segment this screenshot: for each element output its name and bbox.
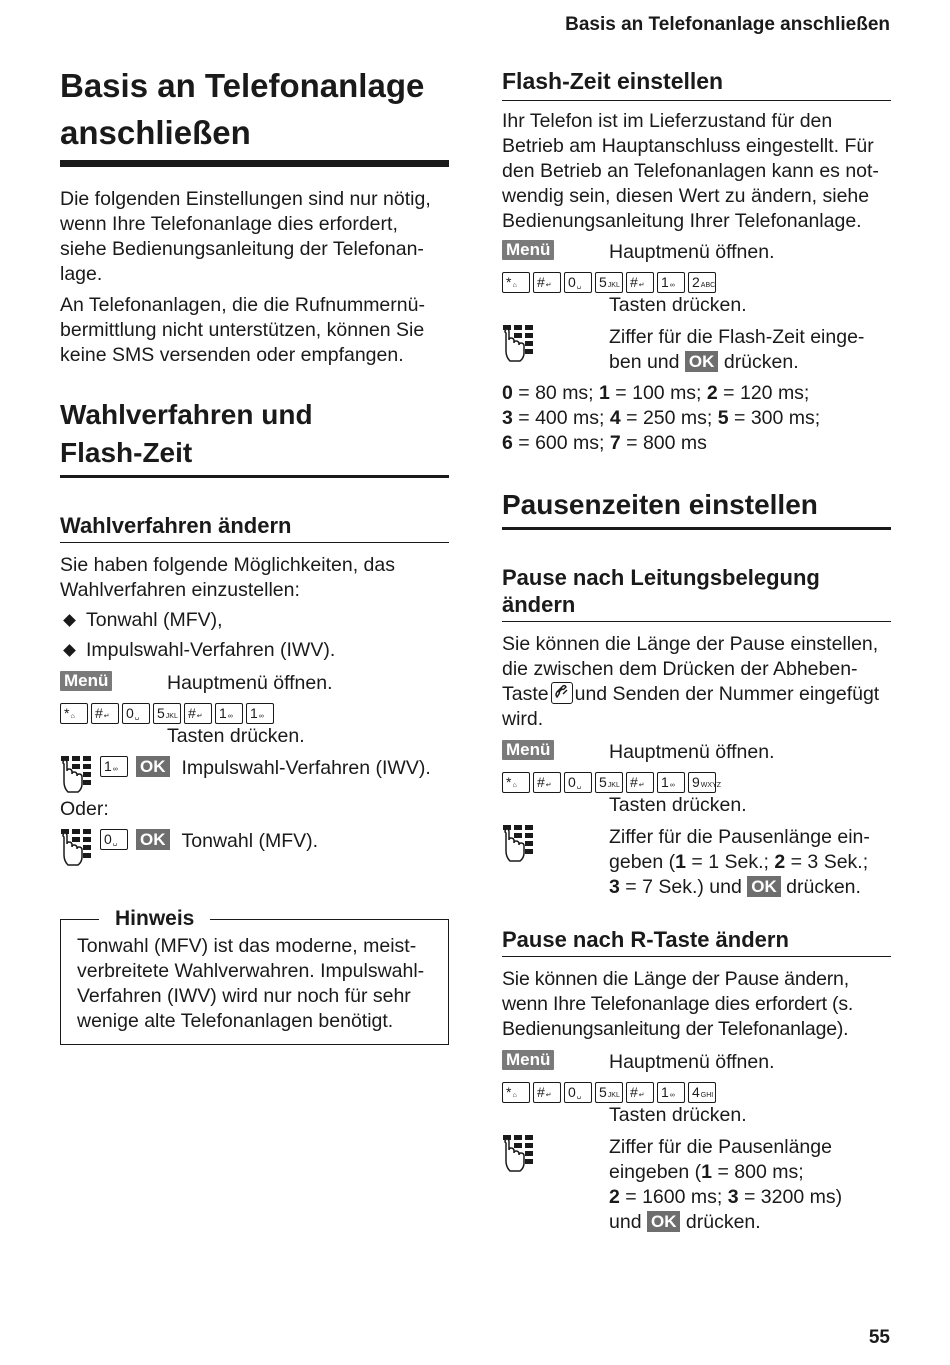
key-main-label: 2 <box>692 274 700 290</box>
key-sub-label: ↵ <box>103 713 110 720</box>
keypad-icon <box>502 325 536 372</box>
key-sub-label: ∞ <box>669 282 675 289</box>
pause2-step-digit <box>502 1135 891 1235</box>
hint-title: Hinweis <box>99 906 210 932</box>
pause1-key-sequence <box>502 772 891 793</box>
pause-section-title: Pausenzeiten einstellen <box>502 486 891 530</box>
bullet-text: Tonwahl (MFV), <box>86 609 223 631</box>
flash-title: Flash-Zeit einstellen <box>502 66 891 101</box>
key-1[interactable] <box>657 272 685 293</box>
key-sub-label: JKL <box>165 713 178 720</box>
flash-digit-text: Ziffer für die Flash-Zeit einge-ben und <box>609 326 865 373</box>
pause1-step-menu <box>502 740 891 765</box>
talk-key-icon <box>551 682 573 704</box>
ok-key[interactable]: OK <box>647 1211 681 1232</box>
keypad-icon <box>502 1135 536 1182</box>
pause1-title-line1: Pause nach Leitungsbelegung <box>502 565 820 590</box>
key-sub-label: ∞ <box>227 713 233 720</box>
key-main-label: 1 <box>661 774 669 790</box>
flash-intro: Ihr Telefon ist im Lieferzustand für den Betrieb am Hauptanschluss eingestellt. Für den Betrieb an Telefonanlagen kann es not-wendig sein, diesen Wert zu ändern, siehe Bedienungsanleitung Ihrer Telefonanlage. <box>502 110 879 232</box>
flash-values-line: 6 = 600 ms; 7 = 800 ms <box>502 432 707 454</box>
key-sub-label: ␣ <box>134 713 140 720</box>
menu-key[interactable]: Menü <box>502 740 554 760</box>
flash-values-line: 3 = 400 ms; 4 = 250 ms; 5 = 300 ms; <box>502 407 821 429</box>
key-hash[interactable] <box>533 1082 561 1103</box>
flash-digit-text-end: drücken. <box>723 351 799 373</box>
key-main-label: # <box>630 774 638 790</box>
key-sub-label: ↵ <box>545 782 552 789</box>
key-main-label: * <box>506 1084 512 1100</box>
step-keys <box>60 703 449 749</box>
bullet-diamond-icon <box>63 614 76 627</box>
key-main-label: 1 <box>661 274 669 290</box>
key-main-label: 4 <box>692 1084 700 1100</box>
key-sub-label: ↵ <box>638 782 645 789</box>
section-title-line1: Wahlverfahren und <box>60 399 313 430</box>
key-0[interactable] <box>564 272 592 293</box>
key-5[interactable] <box>595 772 623 793</box>
key-sub-label: ABC <box>700 282 716 289</box>
key-sub-label: ␣ <box>576 282 582 289</box>
pause2-step-keys <box>502 1082 891 1128</box>
page-number: 55 <box>868 1327 890 1348</box>
pause1-step-keys <box>502 772 891 818</box>
bullet-item-impulswahl <box>60 638 449 663</box>
step-menu <box>60 671 449 696</box>
ok-key[interactable]: OK <box>136 756 170 777</box>
key-main-label: # <box>188 705 196 721</box>
step-keys-text: Tasten drücken. <box>167 725 305 747</box>
menu-key[interactable]: Menü <box>502 240 554 260</box>
key-main-label: 0 <box>126 705 134 721</box>
key-sub-label: ⌂ <box>512 782 517 789</box>
bullet-item-tonwahl <box>60 608 449 633</box>
pause2-key-sequence <box>502 1082 891 1103</box>
option-iwv-text: Impulswahl-Verfahren (IWV). <box>181 757 431 779</box>
key-sub-label: ↵ <box>638 282 645 289</box>
key-main-label: 0 <box>568 274 576 290</box>
key-main-label: 1 <box>250 705 258 721</box>
key-hash[interactable] <box>626 272 654 293</box>
keypad-icon <box>60 829 94 876</box>
key-main-label: # <box>537 1084 545 1100</box>
step-option-mfv <box>60 829 449 876</box>
key-main-label: # <box>537 774 545 790</box>
subsection-intro: Sie haben folgende Möglichkeiten, das Wahlverfahren einzustellen: <box>60 554 395 601</box>
pause1-menu-text: Hauptmenü öffnen. <box>609 741 775 763</box>
flash-step-menu <box>502 240 891 265</box>
key-main-label: 9 <box>692 774 700 790</box>
bullet-text: Impulswahl-Verfahren (IWV). <box>86 639 336 661</box>
pause2-step-menu <box>502 1050 891 1075</box>
key-sub-label: ↵ <box>545 282 552 289</box>
pause1-intro-text-end: und Senden der Nummer eingefügt wird. <box>502 683 880 730</box>
key-9[interactable] <box>688 772 722 793</box>
key-main-label: # <box>630 274 638 290</box>
key-main-label: * <box>506 274 512 290</box>
key-2[interactable] <box>688 272 716 293</box>
key-1[interactable] <box>657 1082 685 1103</box>
key-main-label: # <box>537 274 545 290</box>
key-0-sub: ␣ <box>112 839 118 846</box>
key-sub-label: ⌂ <box>512 1092 517 1099</box>
pause2-keys-text: Tasten drücken. <box>609 1104 747 1126</box>
key-main-label: * <box>64 705 70 721</box>
key-hash[interactable] <box>184 703 212 724</box>
hint-box <box>60 907 449 1045</box>
flash-menu-text: Hauptmenü öffnen. <box>609 241 775 263</box>
key-star[interactable] <box>502 772 530 793</box>
pause1-step-digit <box>502 825 891 900</box>
key-star[interactable] <box>502 1082 530 1103</box>
section-title-line2: Flash-Zeit <box>60 437 193 468</box>
key-sub-label: ∞ <box>258 713 264 720</box>
intro-paragraph-1: Die folgenden Einstellungen sind nur nötig, wenn Ihre Telefonanlage dies erfordert, siehe Bedienungsanleitung der Telefonan-lage. <box>60 188 431 285</box>
option-mfv-text: Tonwahl (MFV). <box>181 830 319 852</box>
key-hash[interactable] <box>533 772 561 793</box>
key-0[interactable] <box>564 772 592 793</box>
page-title-line1: Basis an Telefonanlage <box>60 67 425 104</box>
key-4[interactable] <box>688 1082 716 1103</box>
key-hash[interactable] <box>91 703 119 724</box>
subsection-title-wahlverfahren-aendern: Wahlverfahren ändern <box>60 512 449 543</box>
section-title-wahlverfahren <box>60 396 449 478</box>
key-hash[interactable] <box>626 772 654 793</box>
key-sub-label: ↵ <box>196 713 203 720</box>
key-1[interactable] <box>215 703 243 724</box>
key-main-label: 1 <box>661 1084 669 1100</box>
flash-step-digit <box>502 325 891 375</box>
key-0[interactable] <box>100 829 128 850</box>
intro-paragraph-2: An Telefonanlagen, die die Rufnummernü-bermittlung nicht unterstützen, können Sie keine SMS versenden oder empfangen. <box>60 294 425 366</box>
running-head: Basis an Telefonanlage anschließen <box>565 14 890 35</box>
pause2-intro: Sie können die Länge der Pause ändern, wenn Ihre Telefonanlage dies erfordert (s. Bedienungsanleitung der Telefonanlage). <box>502 968 854 1040</box>
right-column <box>502 60 891 1235</box>
flash-values-line: 0 = 80 ms; 1 = 100 ms; 2 = 120 ms; <box>502 382 810 404</box>
pause1-intro-text: Sie können die Länge der Pause einstellen, die zwischen dem Drücken der Abheben-Taste <box>502 633 879 705</box>
key-5[interactable] <box>595 272 623 293</box>
step-option-iwv <box>60 756 449 803</box>
ok-key[interactable]: OK <box>136 829 170 850</box>
key-main-label: # <box>95 705 103 721</box>
key-star[interactable] <box>502 272 530 293</box>
key-sub-label: JKL <box>607 1092 620 1099</box>
key-1[interactable] <box>657 772 685 793</box>
key-main-label: 5 <box>599 1084 607 1100</box>
left-column <box>60 60 449 1045</box>
key-star[interactable] <box>60 703 88 724</box>
pause2-menu-text: Hauptmenü öffnen. <box>609 1051 775 1073</box>
key-1[interactable] <box>246 703 274 724</box>
flash-step-keys <box>502 272 891 318</box>
key-main-label: 0 <box>568 774 576 790</box>
key-hash[interactable] <box>626 1082 654 1103</box>
menu-key[interactable]: Menü <box>60 671 112 691</box>
pause1-keys-text: Tasten drücken. <box>609 794 747 816</box>
key-sequence <box>60 703 449 724</box>
key-main-label: 5 <box>599 274 607 290</box>
key-sub-label: ↵ <box>545 1092 552 1099</box>
menu-key[interactable]: Menü <box>502 1050 554 1070</box>
key-0-main: 0 <box>104 831 112 847</box>
pause1-title-line2: ändern <box>502 592 576 617</box>
ok-key[interactable]: OK <box>747 876 781 897</box>
key-main-label: 0 <box>568 1084 576 1100</box>
pause2-title: Pause nach R-Taste ändern <box>502 926 891 957</box>
page-title-line2: anschließen <box>60 114 251 151</box>
key-hash[interactable] <box>533 272 561 293</box>
key-sub-label: ⌂ <box>512 282 517 289</box>
key-sub-label: JKL <box>607 782 620 789</box>
pause1-title <box>502 564 891 622</box>
keypad-icon <box>60 756 94 803</box>
key-sub-label: WXYZ <box>700 782 722 789</box>
key-sub-label: ↵ <box>638 1092 645 1099</box>
key-5[interactable] <box>153 703 181 724</box>
key-1-sub: ∞ <box>112 766 118 773</box>
key-main-label: # <box>630 1084 638 1100</box>
key-sub-label: ∞ <box>669 782 675 789</box>
key-main-label: 5 <box>599 774 607 790</box>
key-main-label: * <box>506 774 512 790</box>
hint-text: Tonwahl (MFV) ist das moderne, meist-verbreitete Wahlverwahren. Impulswahl-Verfahren (IWV) wird nur noch für sehr wenige alte Telefonanlagen benötigt. <box>77 935 425 1032</box>
key-sub-label: JKL <box>607 282 620 289</box>
key-0[interactable] <box>564 1082 592 1103</box>
key-0[interactable] <box>122 703 150 724</box>
key-main-label: 1 <box>219 705 227 721</box>
flash-key-sequence <box>502 272 891 293</box>
flash-keys-text: Tasten drücken. <box>609 294 747 316</box>
pause1-digit-text: Ziffer für die Pausenlänge ein-geben (1 = 1 Sek.; 2 = 3 Sek.; 3 = 7 Sek.) und OK drücken. <box>609 826 870 898</box>
keypad-icon <box>502 825 536 872</box>
key-1[interactable] <box>100 756 128 777</box>
key-5[interactable] <box>595 1082 623 1103</box>
key-sub-label: ␣ <box>576 1092 582 1099</box>
step-menu-text: Hauptmenü öffnen. <box>167 672 333 694</box>
page-title <box>60 62 449 167</box>
flash-values <box>502 381 891 456</box>
key-1-main: 1 <box>104 758 112 774</box>
key-sub-label: ␣ <box>576 782 582 789</box>
key-sub-label: ⌂ <box>70 713 75 720</box>
ok-key[interactable]: OK <box>685 351 719 372</box>
pause1-intro <box>502 632 891 732</box>
key-main-label: 5 <box>157 705 165 721</box>
bullet-diamond-icon <box>63 644 76 657</box>
key-sub-label: GHI <box>700 1092 714 1099</box>
oder-label: Oder: <box>60 798 109 820</box>
pause2-digit-text: Ziffer für die Pausenlänge eingeben (1 = 800 ms; 2 = 1600 ms; 3 = 3200 ms) und OK drücken. <box>609 1136 843 1233</box>
key-sub-label: ∞ <box>669 1092 675 1099</box>
